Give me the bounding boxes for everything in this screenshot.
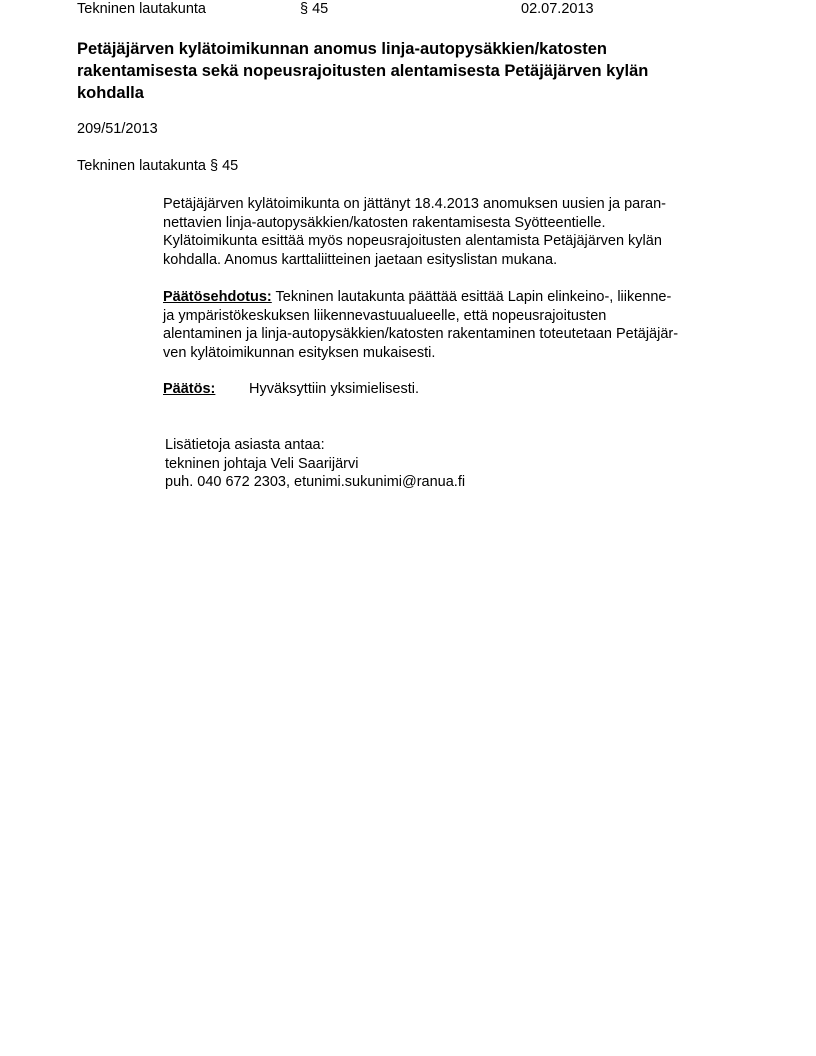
proposal-first-text: Tekninen lautakunta päättää esittää Lapin elinkeino-, liikenne- — [271, 289, 672, 305]
proposal-label: Päätösehdotus: — [163, 289, 272, 305]
header-section: § 45 — [300, 1, 329, 17]
intro-line: Petäjäjärven kylätoimikunta on jättänyt 18.4.2013 anomuksen uusien ja paran- — [163, 196, 666, 212]
proposal-first-line — [163, 288, 743, 307]
page-header — [77, 0, 777, 18]
intro-line: nettavien linja-autopysäkkien/katosten rakentamisesta Syötteentielle. — [163, 214, 606, 231]
decision-line — [163, 380, 743, 399]
decision-text: Hyväksyttiin yksimielisesti. — [249, 381, 419, 397]
header-board: Tekninen lautakunta — [77, 1, 206, 17]
document-title — [77, 38, 757, 104]
title-line-1: Petäjäjärven kylätoimikunnan anomus linja-autopysäkkien/katosten — [77, 40, 608, 58]
title-line-2: rakentamisesta sekä nopeusrajoitusten alentamisesta Petäjäjärven kylän — [77, 62, 649, 80]
intro-paragraph — [163, 195, 743, 269]
proposal-line: alentaminen ja linja-autopysäkkien/katosten rakentaminen toteutetaan Petäjäjär- — [163, 326, 679, 342]
case-number: 209/51/2013 — [77, 121, 158, 137]
contact-line: puh. 040 672 2303, etunimi.sukunimi@ranua.fi — [165, 474, 466, 490]
title-line-3: kohdalla — [77, 84, 144, 102]
intro-line: kohdalla. Anomus karttaliitteinen jaetaan esityslistan mukana. — [163, 251, 558, 268]
intro-line: Kylätoimikunta esittää myös nopeusrajoitusten alentamista Petäjäjärven kylän — [163, 233, 662, 249]
board-section-reference: Tekninen lautakunta § 45 — [77, 158, 239, 174]
proposal-paragraph — [163, 288, 743, 362]
header-date: 02.07.2013 — [521, 1, 594, 17]
proposal-line: ven kylätoimikunnan esityksen mukaisesti. — [163, 344, 436, 361]
contact-line: tekninen johtaja Veli Saarijärvi — [165, 455, 359, 472]
proposal-line: ja ympäristökeskuksen liikennevastuualueelle, että nopeusrajoitusten — [163, 307, 607, 324]
contact-line: Lisätietoja asiasta antaa: — [165, 437, 325, 453]
contact-info — [165, 436, 465, 492]
decision-paragraph — [163, 380, 743, 399]
decision-label: Päätös: — [163, 381, 216, 397]
